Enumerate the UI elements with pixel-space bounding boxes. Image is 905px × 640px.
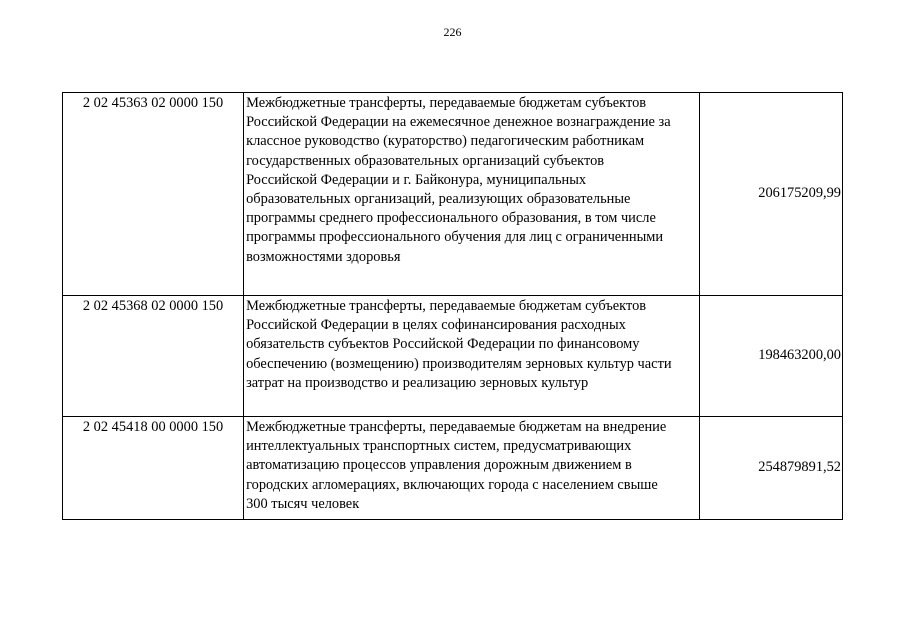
amount: 206175209,99: [699, 93, 842, 296]
description-line: Межбюджетные трансферты, передаваемые бюджетам субъектов: [246, 298, 647, 314]
description-line: Межбюджетные трансферты, передаваемые бюджетам субъектов: [246, 95, 647, 111]
description-line: обязательств субъектов Российской Федерации по финансовому: [246, 336, 640, 353]
description-line: Российской Федерации в целях софинансирования расходных: [246, 317, 626, 334]
description-line: городских агломерациях, включающих города с населением свыше: [246, 476, 658, 493]
page-number: 226: [443, 25, 462, 39]
description-line: Российской Федерации и г. Байконура, муниципальных: [246, 171, 587, 188]
table-row: [63, 417, 843, 520]
budget-code: 2 02 45368 02 0000 150: [63, 296, 244, 417]
budget-code: 2 02 45363 02 0000 150: [63, 93, 244, 296]
description-line: возможностями здоровья: [246, 248, 401, 265]
budget-table: [62, 92, 843, 520]
amount: 198463200,00: [699, 296, 842, 417]
description-line: классное руководство (кураторство) педагогическим работникам: [246, 133, 645, 150]
description-line: Межбюджетные трансферты, передаваемые бюджетам на внедрение: [246, 419, 667, 435]
description-line: автоматизацию процессов управления дорожным движением в: [246, 457, 632, 474]
amount: 254879891,52: [699, 417, 842, 520]
description: [244, 93, 700, 296]
description-line: программы среднего профессионального образования, в том числе: [246, 210, 656, 227]
description-line: Российской Федерации на ежемесячное денежное вознаграждение за: [246, 114, 671, 131]
table-row: [63, 93, 843, 296]
description-line: программы профессионального обучения для лиц с ограниченными: [246, 229, 664, 246]
description-line: затрат на производство и реализацию зерновых культур: [246, 374, 589, 391]
description-line: обеспечению (возмещению) производителям зерновых культур части: [246, 355, 672, 372]
description-line: образовательных организаций, реализующих образовательные: [246, 191, 631, 208]
description-line: государственных образовательных организаций субъектов: [246, 152, 605, 169]
description-line: 300 тысяч человек: [246, 495, 360, 512]
budget-code: 2 02 45418 00 0000 150: [63, 417, 244, 520]
description-line: интеллектуальных транспортных систем, предусматривающих: [246, 438, 632, 455]
description: [244, 417, 700, 520]
table-row: [63, 296, 843, 417]
description: [244, 296, 700, 417]
